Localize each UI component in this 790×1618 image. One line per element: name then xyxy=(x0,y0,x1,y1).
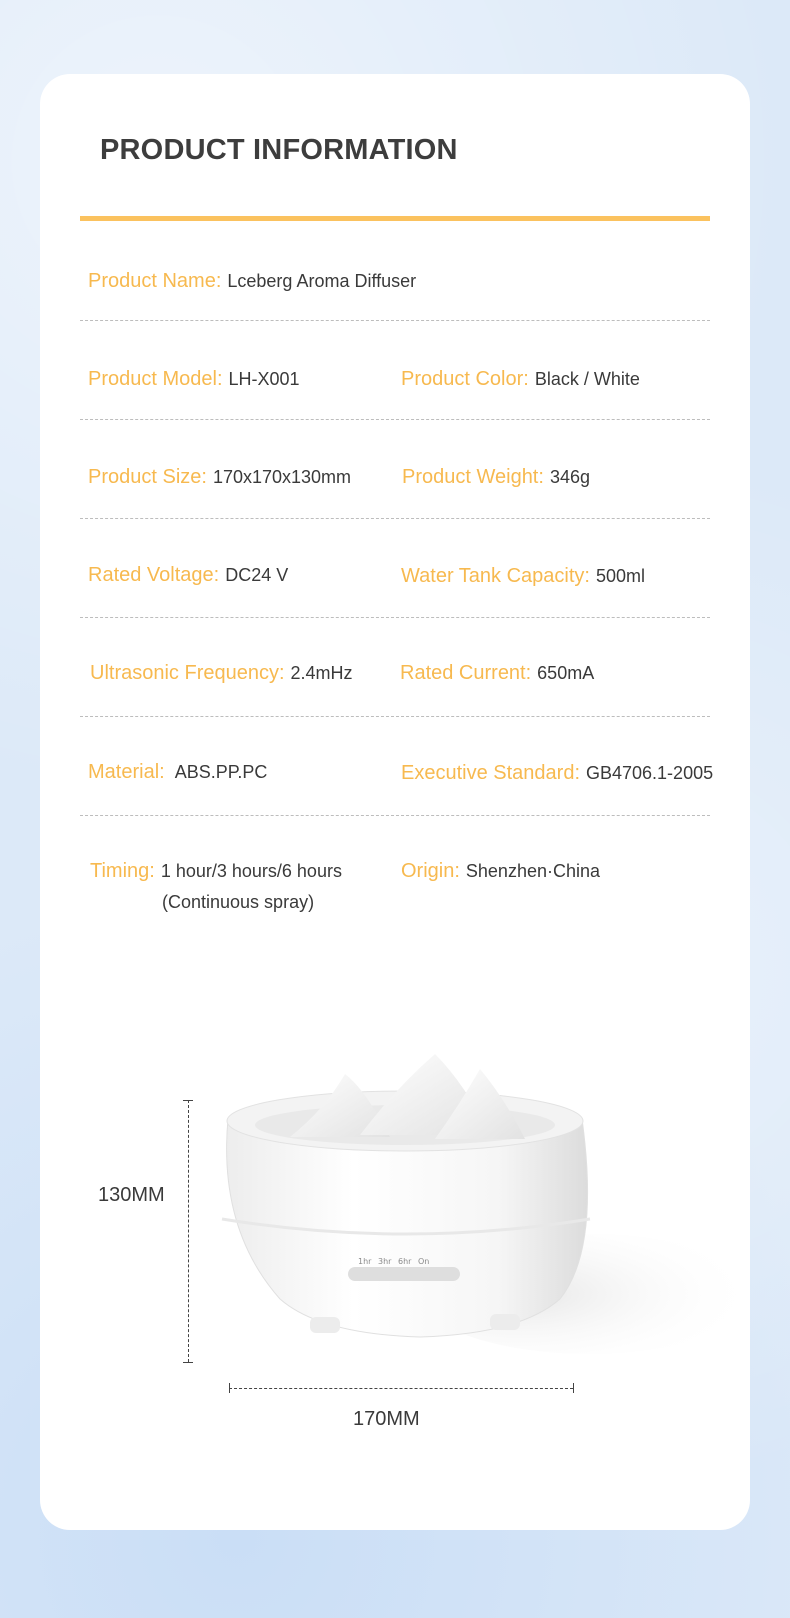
control-panel xyxy=(348,1267,460,1281)
spec-material xyxy=(88,761,267,784)
spec-row-material-standard xyxy=(80,717,714,816)
spec-timing xyxy=(90,860,342,913)
product-info-card xyxy=(40,74,750,1530)
spec-label: Water Tank Capacity: xyxy=(401,565,590,587)
title-accent-bar xyxy=(80,216,710,221)
spec-label: Product Weight: xyxy=(402,466,544,488)
spec-origin xyxy=(401,860,600,883)
spec-row-name xyxy=(80,222,710,321)
spec-label: Rated Voltage: xyxy=(88,564,220,586)
spec-value: Lceberg Aroma Diffuser xyxy=(227,271,417,291)
spec-rated-current xyxy=(400,662,594,685)
spec-row-voltage-tank xyxy=(80,519,710,618)
spec-label: Product Model: xyxy=(88,368,223,390)
spec-label: Ultrasonic Frequency: xyxy=(90,662,285,684)
spec-value: Black / White xyxy=(534,369,640,389)
spec-product-color xyxy=(401,368,640,391)
spec-label: Product Name: xyxy=(88,270,222,292)
width-dimension-cap xyxy=(573,1383,574,1393)
page-title: PRODUCT INFORMATION xyxy=(100,134,458,166)
spec-label: Material: xyxy=(88,761,165,783)
spec-label: Product Size: xyxy=(88,466,207,488)
button-label-6hr: 6hr xyxy=(398,1257,412,1266)
spec-value-continued: (Continuous spray) xyxy=(162,892,315,912)
spec-value: 500ml xyxy=(595,566,645,586)
spec-executive-standard xyxy=(401,762,713,785)
spec-product-model xyxy=(88,368,300,391)
spec-ultrasonic-frequency xyxy=(90,662,353,685)
spec-value: GB4706.1-2005 xyxy=(586,763,714,783)
height-dimension-line xyxy=(188,1100,189,1362)
spec-row-model-color xyxy=(80,321,710,420)
spec-value: LH-X001 xyxy=(228,369,300,389)
width-dimension-line xyxy=(229,1388,573,1389)
spec-row-size-weight xyxy=(80,420,710,519)
spec-label: Executive Standard: xyxy=(401,762,580,784)
spec-value: 2.4mHz xyxy=(290,663,353,683)
spec-value: 346g xyxy=(549,467,590,487)
width-dimension-cap xyxy=(229,1383,230,1393)
spec-value: ABS.PP.PC xyxy=(174,762,268,782)
diffuser-foot xyxy=(490,1314,520,1330)
spec-label: Product Color: xyxy=(401,368,529,390)
spec-product-name xyxy=(88,270,416,293)
spec-product-weight xyxy=(402,466,590,489)
spec-value: Shenzhen·China xyxy=(465,861,601,881)
button-label-on: On xyxy=(418,1257,430,1266)
spec-label: Origin: xyxy=(401,860,460,882)
button-label-3hr: 3hr xyxy=(378,1257,392,1266)
height-label: 130MM xyxy=(98,1184,165,1206)
diffuser-foot xyxy=(310,1317,340,1333)
spec-value: 170x170x130mm xyxy=(212,467,352,487)
spec-value: 650mA xyxy=(537,663,595,683)
spec-row-frequency-current xyxy=(80,618,710,717)
spec-value: 1 hour/3 hours/6 hours xyxy=(160,861,342,881)
button-label-1hr: 1hr xyxy=(358,1257,372,1266)
spec-water-tank-capacity xyxy=(401,565,645,588)
spec-label: Rated Current: xyxy=(400,662,532,684)
spec-value: DC24 V xyxy=(225,565,289,585)
spec-row-timing-origin xyxy=(80,816,710,936)
spec-rated-voltage xyxy=(88,564,288,587)
spec-label: Timing: xyxy=(90,860,155,882)
width-label: 170MM xyxy=(353,1408,420,1430)
spec-product-size xyxy=(88,466,351,489)
aroma-diffuser-image xyxy=(190,1049,750,1369)
